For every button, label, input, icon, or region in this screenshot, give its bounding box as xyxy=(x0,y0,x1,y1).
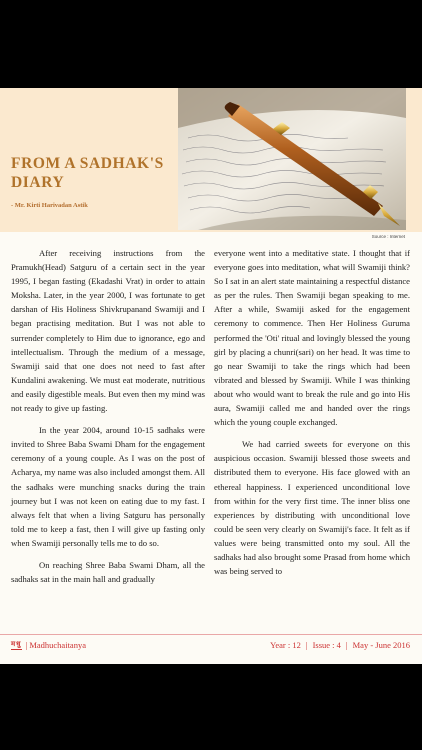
footer-separator: | xyxy=(305,640,308,650)
footer-date: May - June 2016 xyxy=(352,640,410,650)
header-banner xyxy=(0,88,422,232)
article-title: FROM A SADHAK'S DIARY xyxy=(11,155,164,191)
footer-left xyxy=(11,640,86,650)
magazine-name: | Madhuchaitanya xyxy=(25,640,86,650)
left-text-column xyxy=(11,246,205,594)
article-author: - Mr. Kirti Harivadan Astik xyxy=(11,202,88,209)
footer-year: Year : 12 xyxy=(270,640,301,650)
paragraph: In the year 2004, around 10-15 sadhaks were invited to Shree Baba Swami Dham for the engagement ceremony of a young couple. As I was on the post of Acharya, my name was also included amongst them. All the sadhaks were munching snacks during the train journey but I was not keen on eating due to my fast. I always felt that when a living Satguru has personally told me to keep a fast, then I will give up fasting only when Swamiji personally tells me to do so. xyxy=(11,425,205,548)
right-text-column xyxy=(214,246,410,586)
page-footer xyxy=(0,634,422,664)
footer-issue: Issue : 4 xyxy=(312,640,341,650)
paragraph: everyone went into a meditative state. I thought that if everyone goes into meditation, what will Swamiji think? So I sat in an alert state maintaining a respectful distance as per the rules. Then Swamiji began speaking to me. After a while, Swamiji asked for the engagement ceremony to commence. Then Her Holiness Guruma performed the 'Oti' ritual and lovingly blessed the young girl by placing a chunri(sari) on her head. It was time to go near Swamiji to take the rings which had been vibrated and blessed by Swamiji. While I was thinking about who would want to break the rule and go into His aura, Swamiji called me and handed over the rings which the young couple exchanged. xyxy=(214,248,410,428)
footer-issue-info xyxy=(270,640,410,650)
image-source-credit: Source : Internet xyxy=(371,234,405,239)
footer-separator: | xyxy=(345,640,348,650)
pen-on-diary-photo xyxy=(178,88,406,230)
fountain-pen-image xyxy=(178,88,406,230)
footer-logo: मधु xyxy=(11,640,22,648)
paragraph: After receiving instructions from the Pramukh(Head) Satguru of a certain sect in the year 1995, I began fasting (Ekadashi Vrat) in order to attain Moksha. Later, in the year 2000, I was fortunate to get darshan of His Holiness Shivkrupanand Swamiji and I began practising meditation. But I was not able to surrender completely to Him due to ignorance, ego and intellectualism. Through the medium of a message, Swamiji said that one does not need to fast after Kundalini awakening. We must eat moderate, nutritious and easily digestible meals. But even then my mind was not ready to give up fasting. xyxy=(11,248,205,414)
paragraph: We had carried sweets for everyone on this auspicious occasion. Swamiji blessed those sweets and distributed them to everyone. His face glowed with an ethereal happiness. I experienced unconditional love from within for the very first time. The inner bliss one experiences by distributing with unconditional love could be seen very clearly on Swamiji's face. It felt as if values were being transmitted onto my soul. All the sadhaks had also brought some Prasad from home which was being served to xyxy=(214,439,410,577)
magazine-page xyxy=(0,88,422,664)
paragraph: On reaching Shree Baba Swami Dham, all the sadhaks sat in the main hall and gradually xyxy=(11,559,205,585)
